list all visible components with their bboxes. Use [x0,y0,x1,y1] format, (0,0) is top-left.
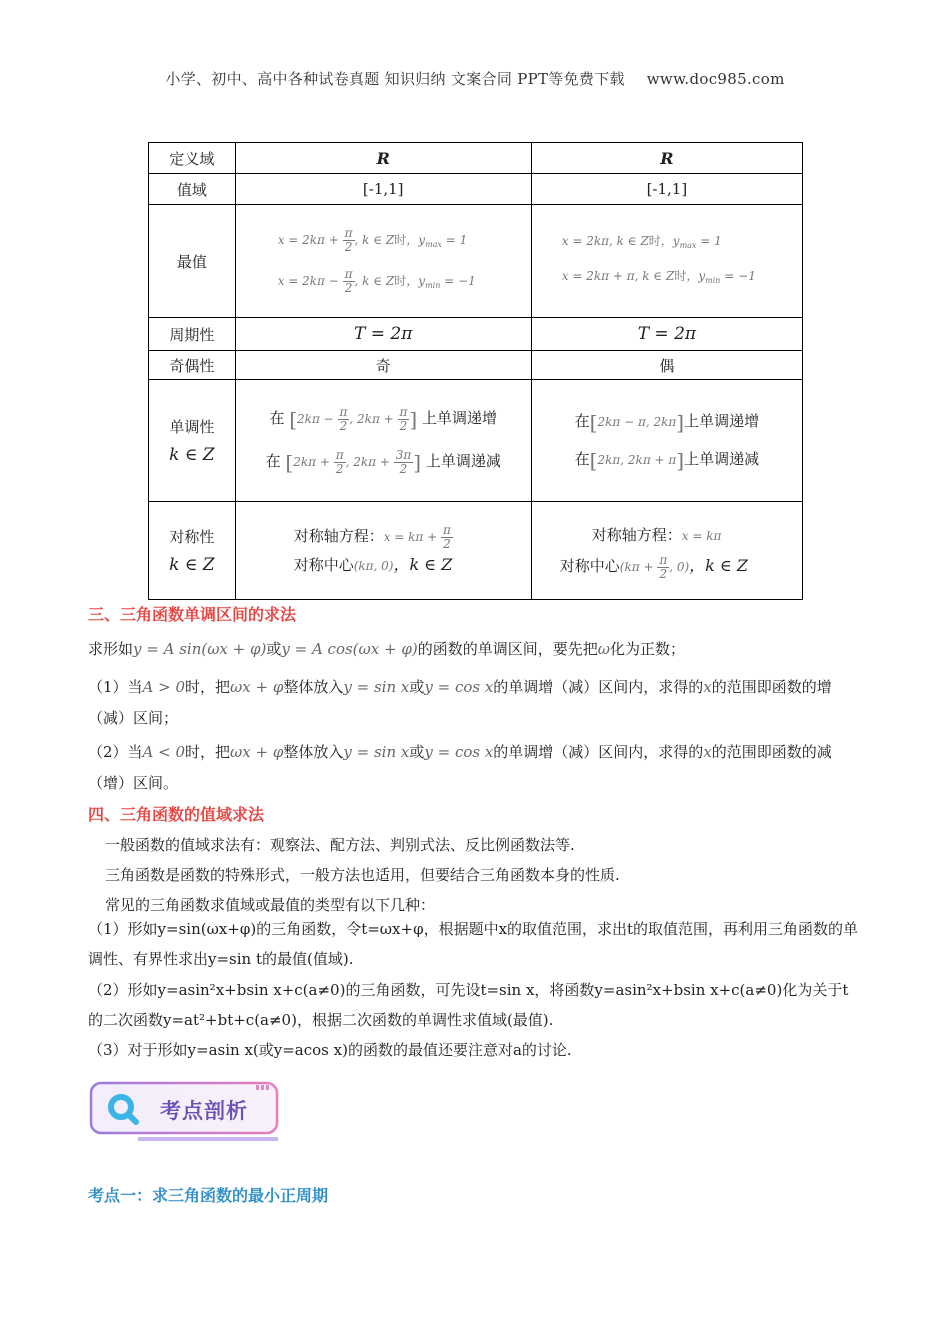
text: 时，把 [185,678,231,696]
text: 求形如 [88,640,134,658]
suffix: 上单调递减 [684,449,760,468]
cell-sin: R [235,143,531,174]
cell-sin: [-1,1] [235,174,531,205]
formula-sin-center: (kπ, 0) [353,558,394,573]
formula-a-negative: A < 0 [142,743,186,761]
formula-cos-extreme: x = 2kπ, k ∈ Z时，$y_{max} = 1$ x = 2kπ + π, k ∈ Z时，$y_{min} = -1$ [531,205,802,318]
text: 整体放入 [283,678,344,696]
formula-a-positive: A > 0 [142,678,186,696]
table-row [149,143,803,174]
prefix: 在 [574,412,590,430]
section-3-title: 三、三角函数单调区间的求法 [88,605,297,624]
cell-cos-mono [531,380,802,502]
row-label [149,380,236,502]
prefix: 在 [574,449,590,468]
prefix: 在 [265,451,281,470]
text: （2）当 [88,743,143,761]
section-3-case-2 [88,737,863,799]
cell-sin-sym [235,502,531,600]
table-row [149,174,803,205]
table-row [149,380,803,502]
sym-label: 对称性 [169,528,215,546]
section-4-line-2: 三角函数是函数的特殊形式，一般方法也适用，但要结合三角函数本身的性质. [105,866,620,884]
section-4-line-3: 常见的三角函数求值域或最值的类型有以下几种： [105,896,436,914]
text: 或 [409,743,425,761]
page-header [0,68,950,89]
cell-sin: 奇 [235,351,531,380]
text: 的函数的单调区间，要先把 [417,640,598,658]
formula-sin-inc-interval: [2kπ − $\frac{\pi}{2}$ , 2kπ + $\frac{\pi}{2}$ ] [289,404,418,433]
row-label: 值域 [149,174,236,205]
kaodian-badge [88,1080,284,1142]
center-label: 对称中心 [559,556,620,575]
formula-y-cosx: y = cos x [424,678,494,696]
text: 化为正数； [609,640,685,658]
cell-sin-mono [235,380,531,502]
header-text: 小学、初中、高中各种试卷真题 知识归纳 文案合同 PPT等免费下载 [165,70,625,88]
formula-omega: ω [597,640,610,658]
suffix: 上单调递减 [425,451,501,470]
table-row [149,205,803,318]
cell-cos: [-1,1] [531,174,802,205]
suffix: 上单调递增 [422,408,498,427]
formula-y-asin: y = A sin(ωx + φ) [133,640,267,658]
formula-sin-extreme: x = 2kπ + $\frac{\pi}{2}$ , k ∈ Z时，$y_{max} = 1$ x = 2kπ − $\frac{\pi}{2}$ , k ∈ Z时，$y_{min} = -1$ [235,205,531,318]
axis-label: 对称轴方程： [293,526,384,545]
row-label: 奇偶性 [149,351,236,380]
text: 时，把 [185,743,231,761]
section-3-intro [88,634,863,664]
suffix: 上单调递增 [684,412,760,430]
kaodian-1-title: 考点一：求三角函数的最小正周期 [88,1186,329,1205]
header-url[interactable]: www.doc985.com [646,70,785,88]
formula-phase: ωx + φ [230,678,284,696]
formula-x: x [703,678,712,696]
formula-cos-inc-interval: [2kπ − π, 2kπ] [589,410,685,435]
formula-x: x [703,743,712,761]
formula-cos-center: (kπ + $\frac{\pi}{2}$ , 0) [619,552,690,581]
formula-cos-axis: x = kπ [681,528,722,543]
text: 的范围即函数的增（减）区间； [88,678,832,727]
search-icon [106,1092,142,1126]
section-4-line-1: 一般函数的值域求法有：观察法、配方法、判别式法、反比例函数法等. [105,836,575,854]
row-label: 周期性 [149,318,236,351]
text: 的单调增（减）区间内，求得的 [493,678,704,696]
prefix: 在 [269,408,285,427]
row-label [149,502,236,600]
mono-label: 单调性 [169,418,215,436]
formula-sin-axis: x = kπ + $\frac{\pi}{2}$ [383,522,451,551]
text: 整体放入 [283,743,344,761]
text: 的范围即函数的减（增）区间。 [88,743,832,792]
row-label: 最值 [149,205,236,318]
trig-properties-table [148,142,803,600]
section-4-title: 四、三角函数的值域求法 [88,805,265,824]
formula-cos-dec-interval: [2kπ, 2kπ + π] [589,448,685,472]
section-4-item-1: （1）形如y=sin(ωx+φ)的三角函数，令t=ωx+φ，根据题中x的取值范围，求出t的取值范围，再利用三角函数的单调性、有界性求出y=sin t的最值(值域). [88,920,859,968]
k-suffix: ，k ∈ Z [393,554,453,574]
k-in-z: k ∈ Z [169,555,215,575]
row-label: 定义域 [149,143,236,174]
formula-phase: ωx + φ [230,743,284,761]
k-suffix: ，k ∈ Z [689,555,749,575]
text: 的单调增（减）区间内，求得的 [493,743,704,761]
table-row [149,351,803,380]
table-row [149,318,803,351]
section-3-case-1 [88,672,863,734]
formula-y-cosx: y = cos x [424,743,494,761]
formula-y-acos: y = A cos(ωx + φ) [281,640,418,658]
cell-cos: R [531,143,802,174]
section-4-item-3: （3）对于形如y=asin x(或y=acos x)的函数的最值还要注意对a的讨论. [88,1041,572,1059]
text: 或 [409,678,425,696]
badge-label: 考点剖析 [160,1099,248,1123]
formula-sin-dec-interval: [2kπ + $\frac{\pi}{2}$ , 2kπ + $\frac{3\pi}{2}$ ] [285,447,422,476]
formula-y-sinx: y = sin x [343,743,410,761]
text: （1）当 [88,678,143,696]
section-4-item-2: （2）形如y=asin²x+bsin x+c(a≠0)的三角函数，可先设t=sin x，将函数y=asin²x+bsin x+c(a≠0)化为关于t的二次函数y=at²+bt+c(a≠0)，根据二次函数的单调性求值域(最值). [88,981,849,1029]
table-row [149,502,803,600]
text: 或 [266,640,282,658]
formula-y-sinx: y = sin x [343,678,410,696]
k-in-z: k ∈ Z [169,445,215,465]
cell-sin: T = 2π [235,318,531,351]
cell-cos: 偶 [531,351,802,380]
cell-cos-sym [531,502,802,600]
axis-label: 对称轴方程： [591,525,682,544]
cell-cos: T = 2π [531,318,802,351]
center-label: 对称中心 [293,555,354,574]
